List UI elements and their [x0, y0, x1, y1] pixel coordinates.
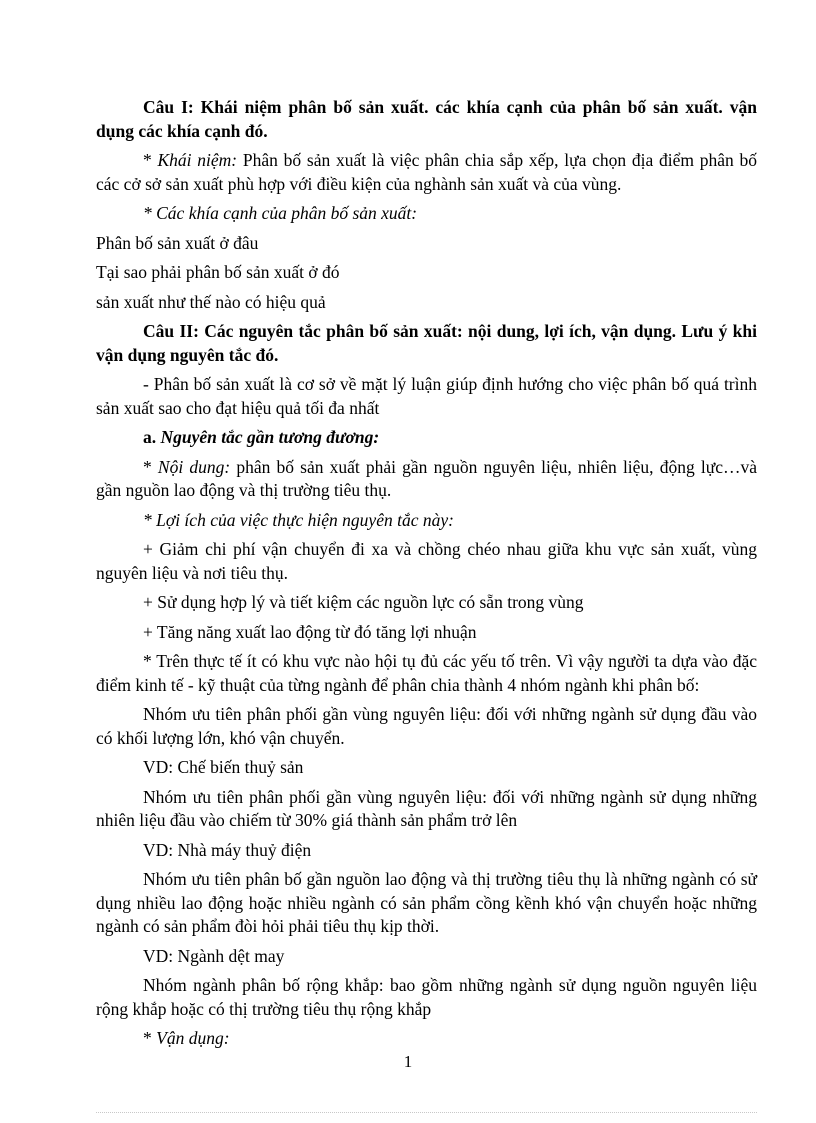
group-paragraph: Nhóm ưu tiên phân phối gần vùng nguyên liệu: đối với những ngành sử dụng đầu vào có khối lượng lớn, khó vận chuyển. [96, 704, 757, 748]
content-bullet: * [143, 456, 158, 477]
principle-a-title: Nguyên tắc gần tương đương: [160, 427, 380, 447]
benefit-item: + Giảm chi phí vận chuyển đi xa và chồng chéo nhau giữa khu vực sản xuất, vùng nguyên liệu và nơi tiêu thụ. [96, 539, 757, 583]
page-bottom-divider [96, 1112, 757, 1113]
content-paragraph [96, 456, 757, 503]
concept-label: Khái niệm: [157, 150, 238, 170]
example-line: VD: Nhà máy thuỷ điện [143, 839, 312, 860]
reality-paragraph: * Trên thực tế ít có khu vực nào hội tụ đủ các yếu tố trên. Vì vậy người ta dựa vào đặc điểm kinh tế - kỹ thuật của từng ngành để phân chia thành 4 nhóm ngành khi phân bố: [96, 651, 757, 695]
application-heading [96, 1027, 757, 1051]
benefit-item: + Sử dụng hợp lý và tiết kiệm các nguồn lực có sẵn trong vùng [143, 592, 584, 612]
group-paragraph: Nhóm ưu tiên phân bố gần nguồn lao động và thị trường tiêu thụ là những ngành có sử dụng nhiều lao động hoặc nhiều ngành có sản phẩm cồng kềnh khó vận chuyển hoặc những ngành có sản phẩm đòi hỏi phải tiêu thụ kịp thời. [96, 869, 757, 936]
application-label: Vận dụng: [156, 1028, 230, 1048]
concept-paragraph [96, 149, 757, 196]
content-label: Nội dung: [157, 456, 231, 477]
principle-a-heading [96, 426, 757, 450]
example-line: VD: Chế biến thuỷ sản [143, 757, 304, 777]
group-paragraph: Nhóm ưu tiên phân phối gần vùng nguyên liệu: đối với những ngành sử dụng những nhiên liệu đầu vào chiếm từ 30% giá thành sản phẩm trở lên [96, 786, 757, 830]
benefits-heading: * Lợi ích của việc thực hiện nguyên tắc này: [143, 509, 454, 530]
principle-a-prefix: a. [143, 427, 161, 447]
aspect-item: Tại sao phải phân bố sản xuất ở đó [96, 262, 340, 282]
concept-bullet: * [143, 150, 158, 170]
question-2-heading: Câu II: Các nguyên tắc phân bố sản xuất: nội dung, lợi ích, vận dụng. Lưu ý khi vận dụng nguyên tắc đó. [96, 321, 757, 365]
aspects-heading: * Các khía cạnh của phân bố sản xuất: [143, 203, 418, 223]
content-text: phân bố sản xuất phải gần nguồn nguyên liệu, nhiên liệu, động lực…và gần nguồn lao động và thị trường tiêu thụ. [96, 456, 757, 500]
question-1-heading: Câu I: Khái niệm phân bố sản xuất. các khía cạnh của phân bố sản xuất. vận dụng các khía cạnh đó. [96, 97, 757, 141]
basis-paragraph: - Phân bố sản xuất là cơ sở về mặt lý luận giúp định hướng cho việc phân bố quá trình sản xuất sao cho đạt hiệu quả tối đa nhất [96, 374, 757, 418]
example-line: VD: Ngành dệt may [143, 945, 285, 966]
page-body [96, 96, 757, 1057]
application-bullet: * [143, 1028, 157, 1048]
aspect-item: Phân bố sản xuất ở đâu [96, 232, 259, 253]
group-paragraph: Nhóm ngành phân bố rộng khắp: bao gồm những ngành sử dụng nguồn nguyên liệu rộng khắp hoặc có thị trường tiêu thụ rộng khắp [96, 975, 757, 1019]
benefit-item: + Tăng năng xuất lao động từ đó tăng lợi nhuận [143, 621, 477, 642]
page-number: 1 [403, 1052, 413, 1071]
concept-text: Phân bố sản xuất là việc phân chia sắp xếp, lựa chọn địa điểm phân bố các cở sở sản xuất phù hợp với điều kiện của nghành sản xuất và của vùng. [96, 150, 757, 194]
aspect-item: sản xuất như thế nào có hiệu quả [96, 291, 326, 312]
